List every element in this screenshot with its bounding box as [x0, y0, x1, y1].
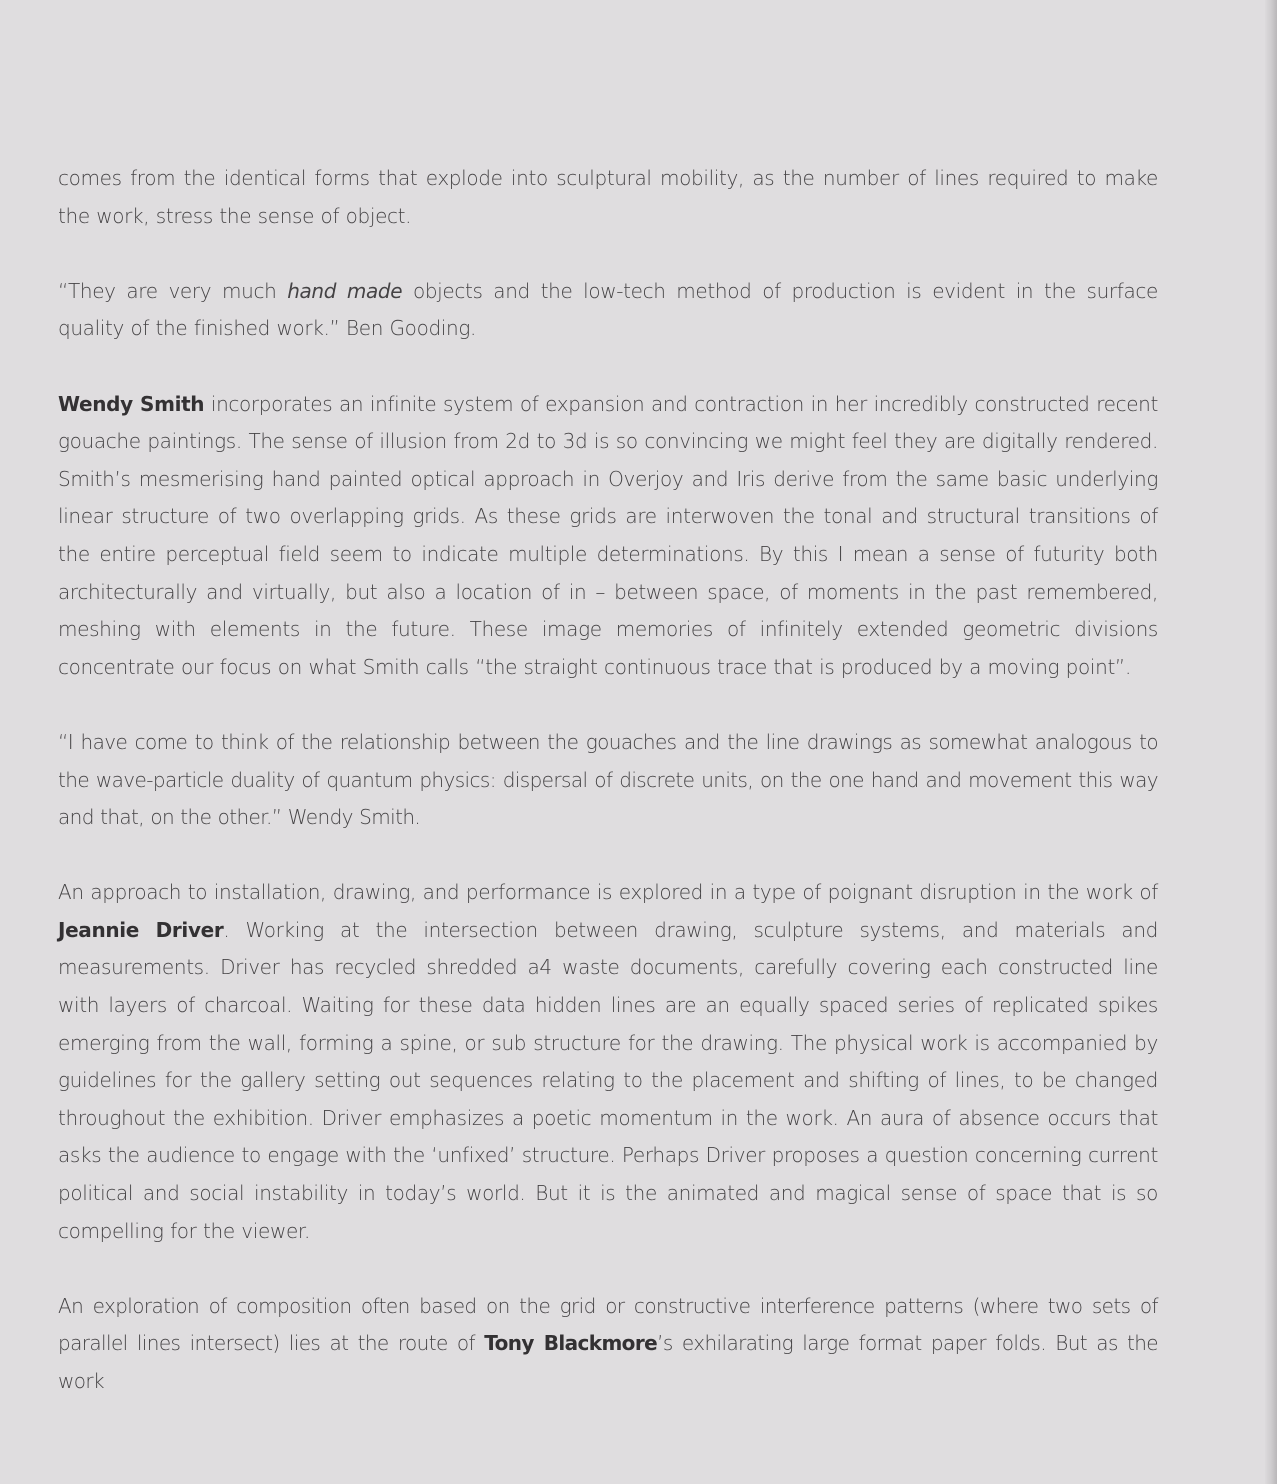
paragraph-wendy-smith [58, 386, 1158, 687]
artist-name-wendy-smith: Wendy Smith [58, 391, 205, 416]
paragraph-text-end: . Working at the intersection between drawing, sculpture systems, and materials and measurements. Driver has recycled shredded a4 waste documents, carefully covering each constructed line with layers of charcoal. Waiting for these data hidden lines are an equally spaced series of replicated spikes emerging from the wall, forming a spine, or sub structure for the drawing. The physical work is accompanied by guidelines for the gallery setting out sequences relating to the placement and shifting of lines, to be changed throughout the exhibition. Driver emphasizes a poetic momentum in the work. An aura of absence occurs that asks the audience to engage with the ‘unfixed’ structure. Perhaps Driver proposes a question concerning current political and social instability in today’s world. But it is the animated and magical sense of space that is so compelling for the viewer. [58, 917, 1158, 1243]
quote-text: “I have come to think of the relationship between the gouaches and the line drawings as somewhat analogous to the wave-particle duality of quantum physics: dispersal of discrete units, on the one hand and movement this way and that, on the other.” Wendy Smith. [58, 729, 1158, 830]
quote-wendy-smith [58, 724, 1158, 837]
quote-emphasis: hand made [287, 278, 403, 303]
paragraph-text-start: An exploration of composition often based on the grid or constructive interference patterns (where two sets of parallel lines intersect) lies at the route of [58, 1293, 1158, 1356]
paragraph-object-sense [58, 160, 1158, 235]
paragraph-text: comes from the identical forms that explode into sculptural mobility, as the number of lines required to make the work, stress the sense of object. [58, 166, 1158, 228]
paragraph-text: incorporates an infinite system of expansion and contraction in her incredibly constructed recent gouache paintings. The sense of illusion from 2d to 3d is so convincing we might feel they are digitally rendered. Smith’s mesmerising hand painted optical approach in Overjoy and Iris derive from the same basic underlying linear structure of two overlapping grids. As these grids are interwoven the tonal and structural transitions of the entire perceptual field seem to indicate multiple determinations. By this I mean a sense of futurity both architecturally and virtually, but also a location of in – between space, of moments in the past remembered, meshing with elements in the future. These image memories of infinitely extended geometric divisions concentrate our focus on what Smith calls “the straight continuous trace that is produced by a moving point”. [58, 391, 1158, 679]
paragraph-tony-blackmore [58, 1288, 1158, 1401]
paragraph-text-end: ’s exhilarating large format paper folds. But as the work [58, 1331, 1159, 1393]
quote-text-end: objects and the low-tech method of production is evident in the surface quality of the finished work.” Ben Gooding. [58, 278, 1158, 341]
artist-name-tony-blackmore: Tony Blackmore [484, 1331, 658, 1356]
paragraph-jeannie-driver [58, 874, 1158, 1250]
artist-name-jeannie-driver: Jeannie Driver [58, 917, 224, 942]
paragraph-text-start: An approach to installation, drawing, and performance is explored in a type of poignant disruption in the work of [58, 880, 1158, 905]
quote-text-start: “They are very much [58, 278, 288, 303]
body-text [58, 160, 1158, 1438]
quote-ben-gooding [58, 273, 1158, 348]
page-binding-edge [1265, 0, 1277, 1484]
